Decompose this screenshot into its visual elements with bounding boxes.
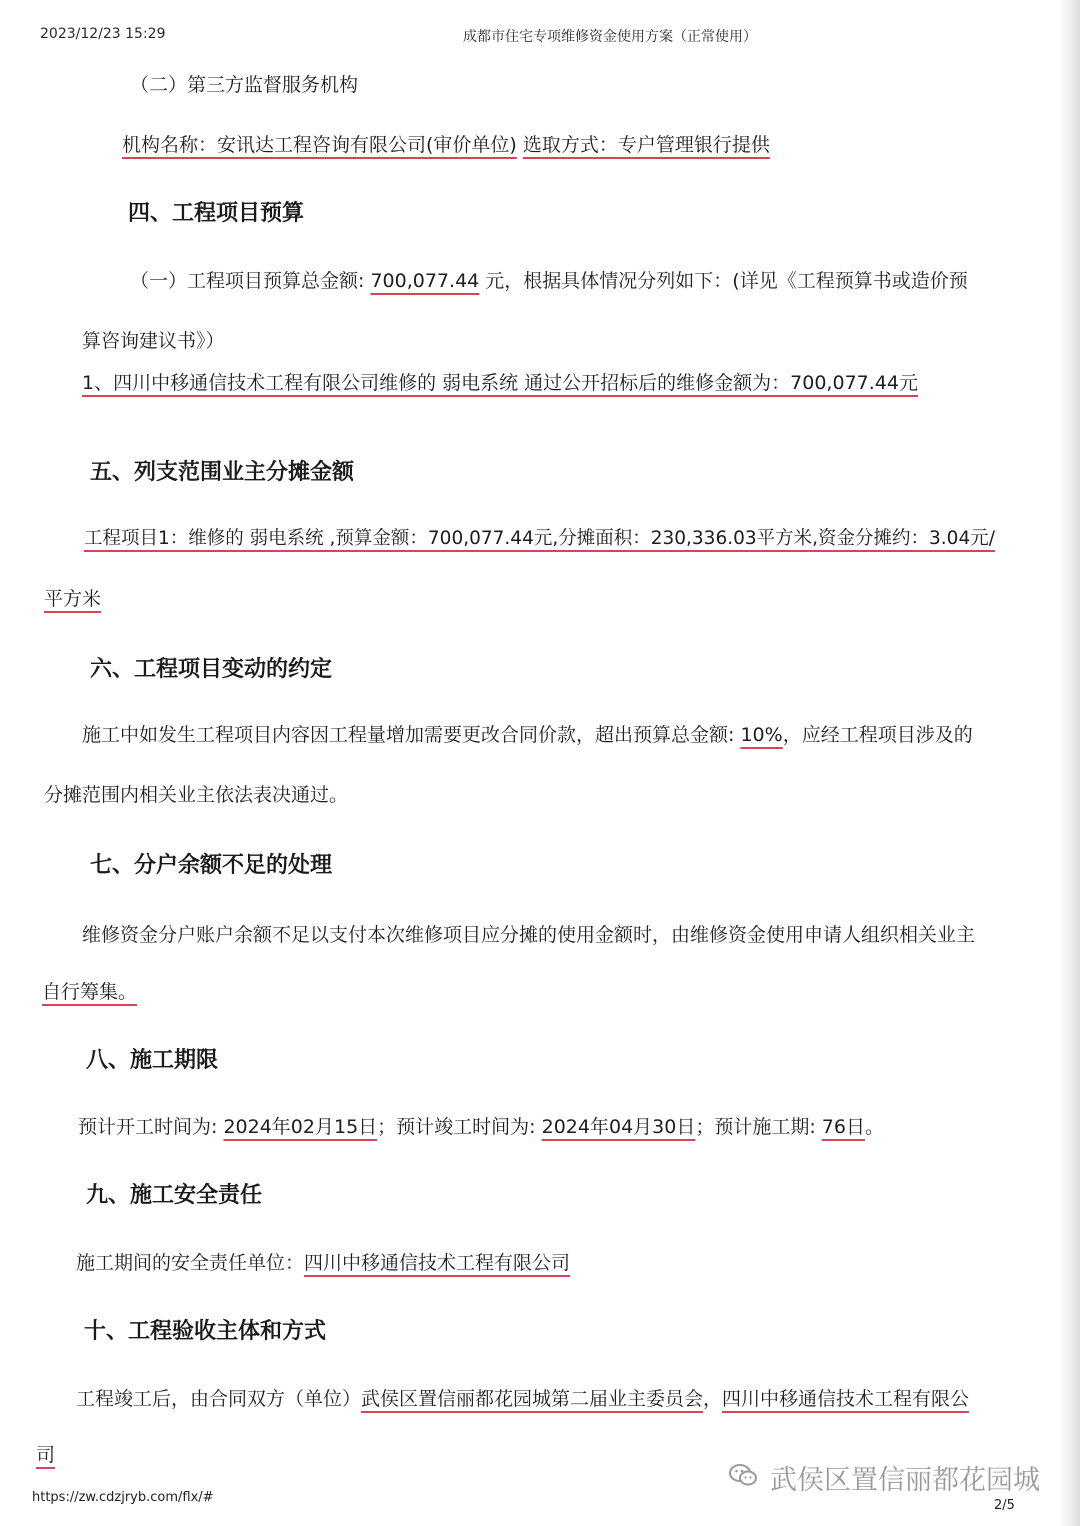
print-datetime: 2023/12/23 15:29	[40, 26, 166, 42]
allocation-unit: 平方米	[44, 588, 102, 610]
org-label: 机构名称：	[122, 134, 218, 156]
safety-label: 施工期间的安全责任单位：	[76, 1252, 305, 1274]
variation-text-tail: ，应经工程项目涉及的	[782, 724, 973, 746]
budget-item-1	[82, 368, 918, 395]
shortfall-line-2	[42, 977, 137, 1004]
period-value: 76日	[821, 1116, 865, 1138]
period-end: 。	[864, 1116, 884, 1138]
acceptance-line-1	[76, 1384, 969, 1411]
section-6-heading: 六、工程项目变动的约定	[90, 657, 333, 682]
org-name: 安讯达工程咨询有限公司(审价单位)	[217, 134, 517, 156]
method-value: 专户管理银行提供	[617, 134, 770, 156]
budget-total-label: （一）工程项目预算总金额:	[130, 270, 371, 292]
method-label: 选取方式：	[522, 134, 618, 156]
section-4-heading: 四、工程项目预算	[128, 201, 305, 226]
acceptance-line-2	[36, 1440, 55, 1467]
section-9-heading: 九、施工安全责任	[86, 1183, 263, 1208]
acceptance-party-1: 武侯区置信丽都花园城第二届业主委员会	[361, 1388, 704, 1410]
end-label: ；预计竣工时间为:	[377, 1116, 542, 1138]
footer-url: https://zw.cdzjryb.com/flx/#	[32, 1490, 214, 1505]
section-8-heading: 八、施工期限	[86, 1048, 219, 1073]
start-date: 2024年02月15日	[223, 1116, 378, 1138]
safety-unit: 四川中移通信技术工程有限公司	[304, 1252, 571, 1274]
allocation-line-1	[84, 524, 995, 550]
shortfall-line-1: 维修资金分户账户余额不足以支付本次维修项目应分摊的使用金额时，由维修资金使用申请人组织相关业主	[82, 924, 976, 946]
variation-line-1	[82, 720, 973, 747]
budget-total-line-2: 算咨询建议书》）	[82, 330, 225, 352]
scan-edge-shadow	[1058, 0, 1080, 1526]
budget-total-note: 元，根据具体情况分列如下：(详见《工程预算书或造价预	[479, 270, 968, 292]
variation-text: 施工中如发生工程项目内容因工程量增加需要更改合同价款，超出预算总金额:	[82, 724, 741, 746]
period-label: ；预计施工期:	[695, 1116, 822, 1138]
acceptance-text: 工程竣工后，由合同双方（单位）	[76, 1388, 362, 1410]
wechat-icon	[728, 1462, 758, 1488]
section-7-heading: 七、分户余额不足的处理	[90, 853, 333, 878]
start-label: 预计开工时间为:	[78, 1116, 224, 1138]
acceptance-tail: 司	[36, 1444, 56, 1466]
third-party-heading: （二）第三方监督服务机构	[130, 74, 359, 96]
page-number: 2/5	[994, 1498, 1015, 1513]
shortfall-text: 自行筹集。	[42, 981, 138, 1003]
section-5-heading: 五、列支范围业主分摊金额	[90, 460, 355, 485]
variation-line-2: 分摊范围内相关业主依法表决通过。	[44, 784, 349, 806]
acceptance-party-2: 四川中移通信技术工程有限公	[722, 1388, 970, 1410]
third-party-org-line	[122, 130, 770, 157]
section-10-heading: 十、工程验收主体和方式	[84, 1319, 327, 1344]
watermark-text: 武侯区置信丽都花园城	[770, 1465, 1040, 1496]
budget-total-amount: 700,077.44	[370, 270, 480, 292]
allocation-line-2	[44, 584, 101, 611]
allocation-text: 工程项目1：维修的 弱电系统 ,预算金额：700,077.44元,分摊面积：230,336.03平方米,资金分摊约：3.04元/	[84, 528, 995, 549]
variation-percent: 10%	[740, 724, 783, 746]
schedule-line	[78, 1112, 884, 1139]
acceptance-sep: ，	[703, 1388, 723, 1410]
budget-total-line	[130, 266, 968, 293]
safety-line	[76, 1248, 570, 1275]
document-title: 成都市住宅专项维修资金使用方案（正常使用）	[463, 29, 757, 45]
end-date: 2024年04月30日	[541, 1116, 696, 1138]
budget-item-1-text: 1、四川中移通信技术工程有限公司维修的 弱电系统 通过公开招标后的维修金额为：700,077.44元	[82, 372, 918, 394]
